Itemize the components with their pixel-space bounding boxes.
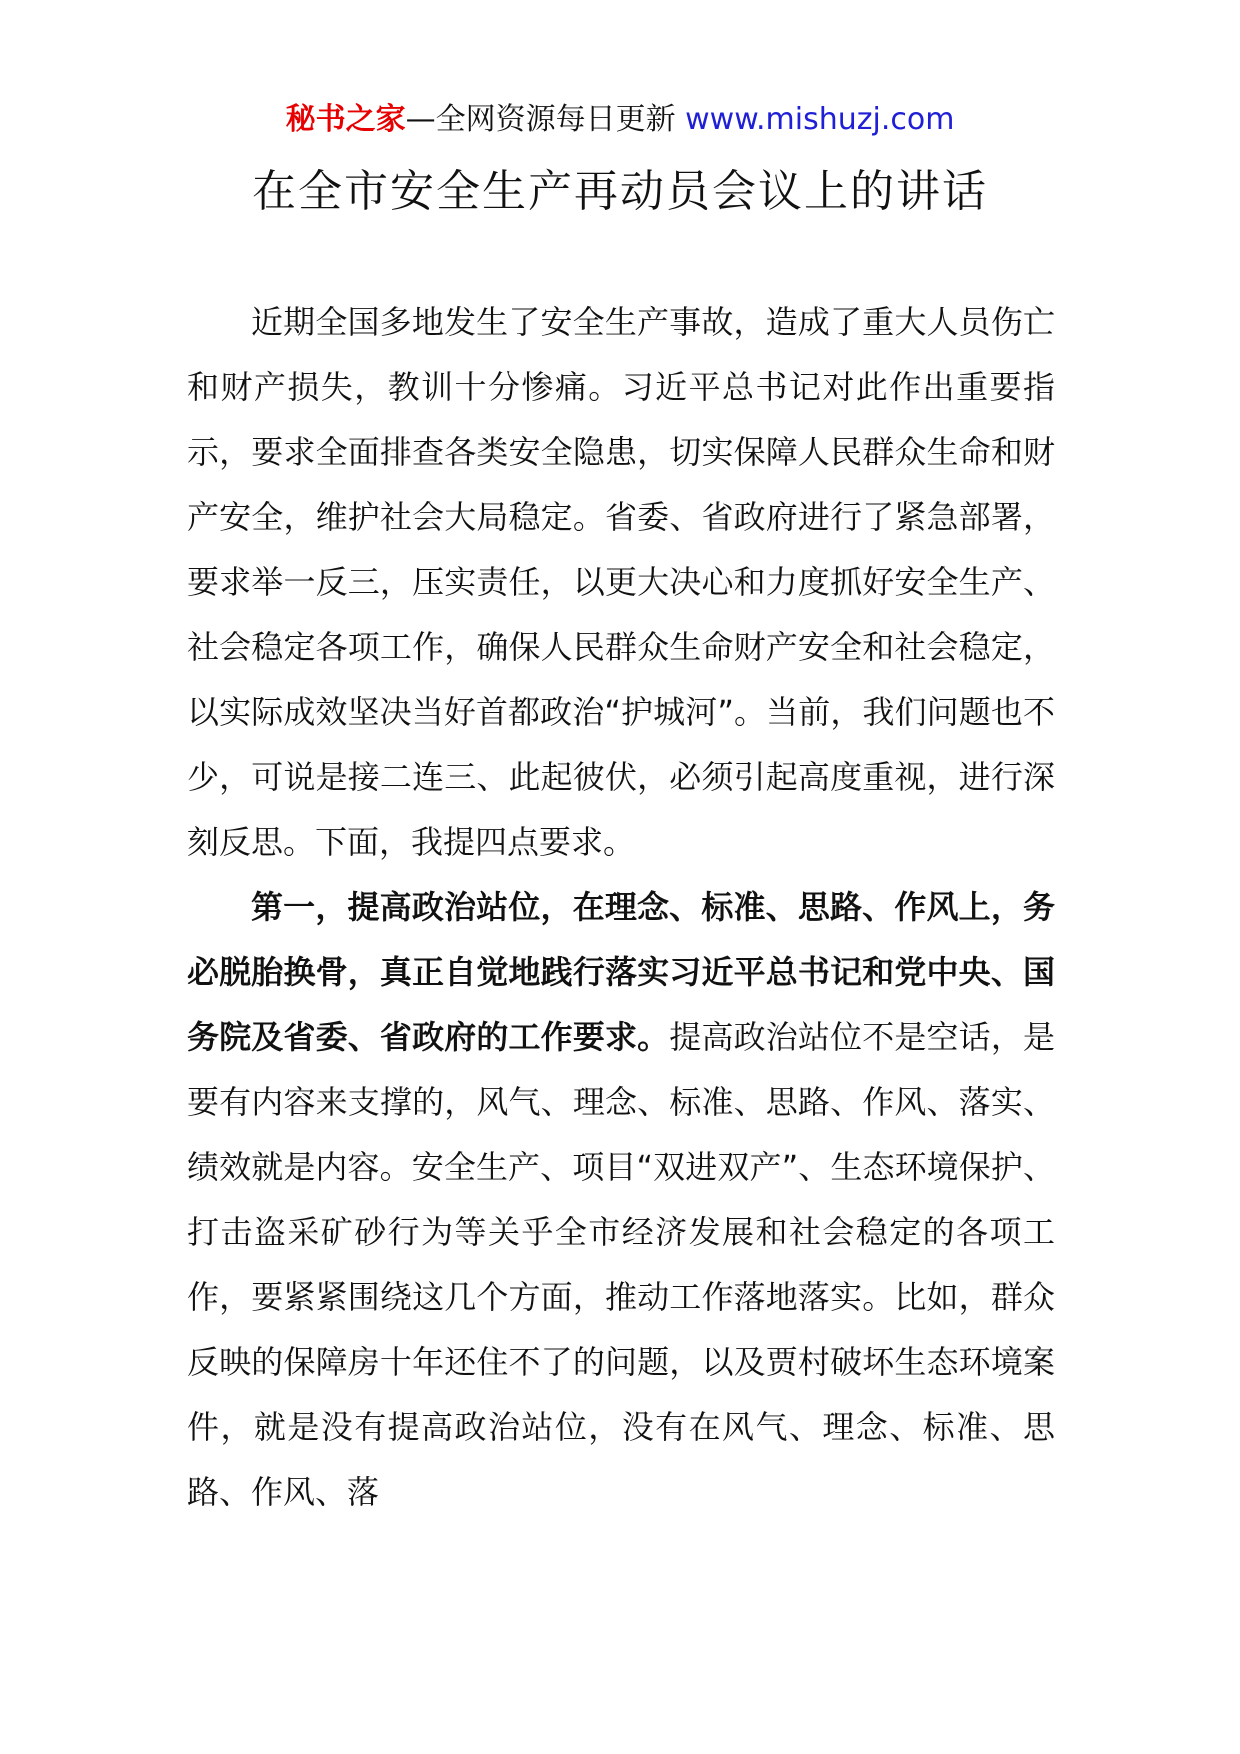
paragraph-2 xyxy=(187,875,1055,1525)
document-body xyxy=(187,290,1055,1525)
paragraph-1-text: 近期全国多地发生了安全生产事故，造成了重大人员伤亡和财产损失，教训十分惨痛。习近平总书记对此作出重要指示，要求全面排查各类安全隐患，切实保障人民群众生命和财产安全，维护社会大局稳定。省委、省政府进行了紧急部署，要求举一反三，压实责任，以更大决心和力度抓好安全生产、社会稳定各项工作，确保人民群众生命财产安全和社会稳定，以实际成效坚决当好首都政治“护城河”。当前，我们问题也不少，可说是接二连三、此起彼伏，必须引起高度重视，进行深刻反思。下面，我提四点要求。 xyxy=(187,303,1055,861)
site-header xyxy=(0,100,1240,140)
brand-name: 秘书之家 xyxy=(285,102,406,137)
site-url-link[interactable]: www.mishuzj.com xyxy=(685,102,955,137)
paragraph-1 xyxy=(187,290,1055,875)
header-tagline: —全网资源每日更新 xyxy=(405,102,676,137)
document-title: 在全市安全生产再动员会议上的讲话 xyxy=(252,166,988,217)
paragraph-2-lead: 第一，提高政治站位，在理念、标准、思路、作风上，务必脱胎换骨，真正自觉地践行落实习近平总书记和党中央、国务院及省委、省政府的工作要求。 xyxy=(187,888,1055,1056)
paragraph-2-text: 提高政治站位不是空话，是要有内容来支撑的，风气、理念、标准、思路、作风、落实、绩效就是内容。安全生产、项目“双进双产”、生态环境保护、打击盗采矿砂行为等关乎全市经济发展和社会稳定的各项工作，要紧紧围绕这几个方面，推动工作落地落实。比如，群众反映的保障房十年还住不了的问题，以及贾村破坏生态环境案件，就是没有提高政治站位，没有在风气、理念、标准、思路、作风、落 xyxy=(187,1018,1055,1511)
